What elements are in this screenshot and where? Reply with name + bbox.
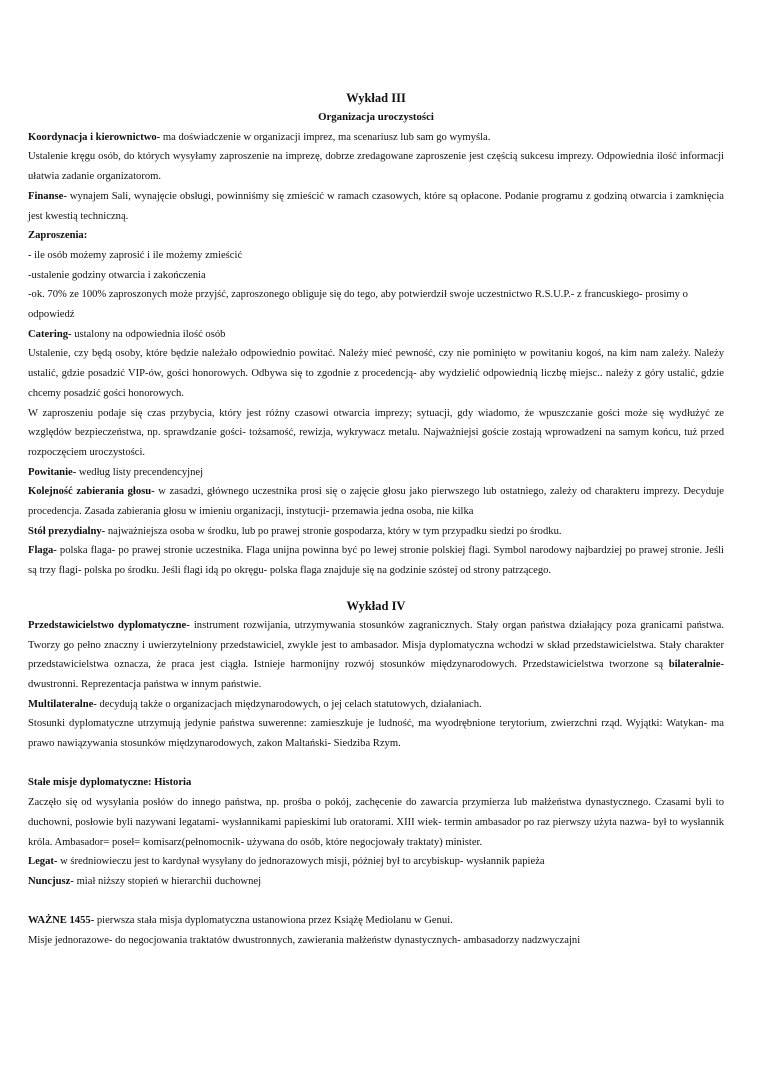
- paragraph-text: decydują także o organizacjach międzynarodowych, o jej celach statutowych, działaniach.: [96, 698, 482, 710]
- paragraph-text: ustalony na odpowiednia ilość osób: [71, 328, 226, 340]
- term-nuncio: Nuncjusz-: [28, 876, 74, 887]
- term-catering: Catering-: [28, 328, 72, 340]
- spacer: [28, 892, 724, 912]
- spacer: [28, 754, 724, 774]
- lecture-3-subtitle: Organizacja uroczystości: [318, 111, 434, 123]
- paragraph-one-time-missions: Misje jednorazowe- do negocjowania traktatów dwustronnych, zawierania małżeństw dynastycznych- ambasadorzy nadzwyczajni: [28, 935, 581, 947]
- term-important-1455: WAŻNE 1455-: [28, 915, 95, 927]
- paragraph-text: ma doświadczenie w organizacji imprez, ma scenariusz lub sam go wymyśla.: [160, 131, 491, 143]
- term-invitations: Zaproszenia:: [28, 230, 88, 242]
- term-permanent-missions: Stałe misje dyplomatyczne: Historia: [28, 777, 192, 789]
- term-coordination: Koordynacja i kierownictwo-: [28, 131, 161, 143]
- term-diplomatic-representation: Przedstawicielstwo dyplomatyczne-: [28, 619, 190, 631]
- paragraph-catering: [28, 325, 724, 345]
- paragraph-finance: [28, 187, 724, 226]
- paragraph-arrival-time: W zaproszeniu podaje się czas przybycia, który jest różny czasowi otwarcia imprezy; sytuacji, gdy wiadomo, że wpuszczanie gości może się wydłużyć ze względów bezpieczeństwa, np. sprawdzanie gości- tożsamość, rewizja, wykrywacz metalu. Najważniejsi goście zostają wprowadzeni na samym końcu, tuż przed rozpoczęciem uroczystości.: [28, 407, 724, 458]
- paragraph-text: polska flaga- po prawej stronie uczestnika. Flaga unijna powinna być po lewej stronie polskiej flagi. Symbol narodowy najbardziej po prawej stronie. Jeśli są trzy flagi- polska po środku. Jeśli flagi idą po okręgu- polska flaga znajduje się na godzinie szóstej od strony patrzącego.: [28, 545, 724, 577]
- paragraph-text: według listy precendencyjnej: [76, 466, 204, 478]
- paragraph-text: najważniejsza osoba w środku, lub po prawej stronie gospodarza, który w tym przypadku siedzi po środku.: [105, 525, 562, 537]
- paragraph-important-1455: [28, 911, 724, 931]
- list-item-invitations-3: -ok. 70% ze 100% zaproszonych może przyjść, zaproszonego obliguje się do tego, aby potwierdził swoje uczestnictwo R.S.U.P.- z francuskiego- prosimy o odpowiedź: [28, 289, 688, 321]
- term-finance: Finanse-: [28, 190, 67, 202]
- document-page: [28, 88, 724, 951]
- paragraph-text: instrument rozwijania, utrzymywania stosunków zagranicznych. Stały organ państwa działający poza granicami państwa. Tworzy go pełno znaczny i uwierzytelniony przedstawiciel, zwykle jest to ambasador. Misja dyplomatyczna wchodzi w skład przedstawicielstwa. Stały charakter przedstawicielstwa oznacza, że praca jest ciągła. Istnieje harmonijny rozwój stosunków międzynarodowych. Przedstawicielstwa tworzone są: [28, 619, 724, 671]
- paragraph-multilateral: [28, 695, 724, 715]
- list-item-invitations-2: -ustalenie godziny otwarcia i zakończenia: [28, 269, 206, 281]
- term-speaking-order: Kolejność zabierania głosu-: [28, 486, 155, 498]
- paragraph-text: miał niższy stopień w hierarchii duchownej: [73, 876, 262, 887]
- paragraph-sovereign-states: Stosunki dyplomatyczne utrzymują jedynie państwa suwerenne: zamieszkuje je ludność, ma wyodrębnione terytorium, zwierzchni rząd. Wyjątki: Watykan- ma prawo nawiązywania stosunków międzynarodowych, zakon Maltański- Siedziba Rzym.: [28, 718, 724, 750]
- paragraph-text: wynajem Sali, wynajęcie obsługi, powinniśmy się zmieścić w ramach czasowych, które są opłacone. Podanie programu z godziną otwarcia i zamknięcia jest kwestią techniczną.: [28, 190, 724, 222]
- term-multilateral: Multilateralne-: [28, 698, 97, 710]
- lecture-4-title: Wykład IV: [346, 598, 406, 613]
- paragraph-presidium-table: [28, 522, 724, 542]
- heading-invitations: [28, 226, 724, 246]
- heading-permanent-missions: [28, 773, 724, 793]
- paragraph-text: pierwsza stała misja dyplomatyczna ustanowiona przez Książę Mediolanu w Genui.: [94, 915, 453, 927]
- paragraph-greeting-setup: Ustalenie, czy będą osoby, które będzie należało odpowiednio powitać. Należy mieć pewność, czy nie pominięto w powitaniu kogoś, na kim nam zależy. Należy ustalić, gdzie posadzić VIP-ów, gości honorowych. Odbywa się to zgodnie z procedencją- aby wydzielić odpowiednią liczbę miejsc.. należy z góry ustalić, gdzie chcemy posadzić gości honorowych.: [28, 348, 724, 399]
- term-welcome: Powitanie-: [28, 466, 77, 478]
- term-bilateral: bilateralnie-: [668, 659, 724, 671]
- term-flag: Flaga-: [28, 545, 57, 557]
- paragraph-guest-circle: Ustalenie kręgu osób, do których wysyłamy zaproszenie na imprezę, dobrze zredagowane zaproszenie jest częścią sukcesu imprezy. Odpowiednia ilość informacji ułatwia zadanie organizatorom.: [28, 151, 724, 183]
- term-legate: Legat-: [28, 856, 58, 868]
- paragraph-flag: [28, 541, 724, 580]
- paragraph-welcome: [28, 463, 724, 483]
- paragraph-diplomatic-representation: [28, 616, 724, 695]
- paragraph-history: Zaczęło się od wysyłania posłów do innego państwa, np. prośba o pokój, zachęcenie do zawarcia przymierza lub małżeństwa dynastycznego. Czasami byli to duchowni, posłowie byli nazywani legatami- wysłannikami papieskimi lub oratorami. XIII wiek- termin ambasador po raz pierwszy użyta nazwa- był to wysłannik króla. Ambasador= poseł= komisarz(pełnomocnik- używana do osób, które negocjowały traktaty) minister.: [28, 797, 724, 848]
- term-presidium-table: Stół prezydialny-: [28, 525, 106, 537]
- paragraph-coordination: [28, 128, 724, 148]
- paragraph-nuncio: [28, 872, 724, 892]
- paragraph-text: w zasadzi, głównego uczestnika prosi się o zajęcie głosu jako pierwszego lub ostatniego, zależy od charakteru imprezy. Decyduje procedencja. Zasada zabierania głosu w imieniu organizacji, instytucji- przemawia jedna osoba, nie kilka: [28, 486, 724, 518]
- paragraph-speaking-order: [28, 482, 724, 521]
- lecture-3-title: Wykład III: [346, 91, 406, 105]
- paragraph-text: dwustronni. Reprezentacja państwa w innym państwie.: [28, 678, 262, 690]
- paragraph-legate: [28, 852, 724, 872]
- paragraph-text: w średniowieczu jest to kardynał wysyłany do jednorazowych misji, później był to arcybiskup- wysłannik papieża: [57, 856, 545, 868]
- list-item-invitations-1: - ile osób możemy zaprosić i ile możemy zmieścić: [28, 249, 243, 261]
